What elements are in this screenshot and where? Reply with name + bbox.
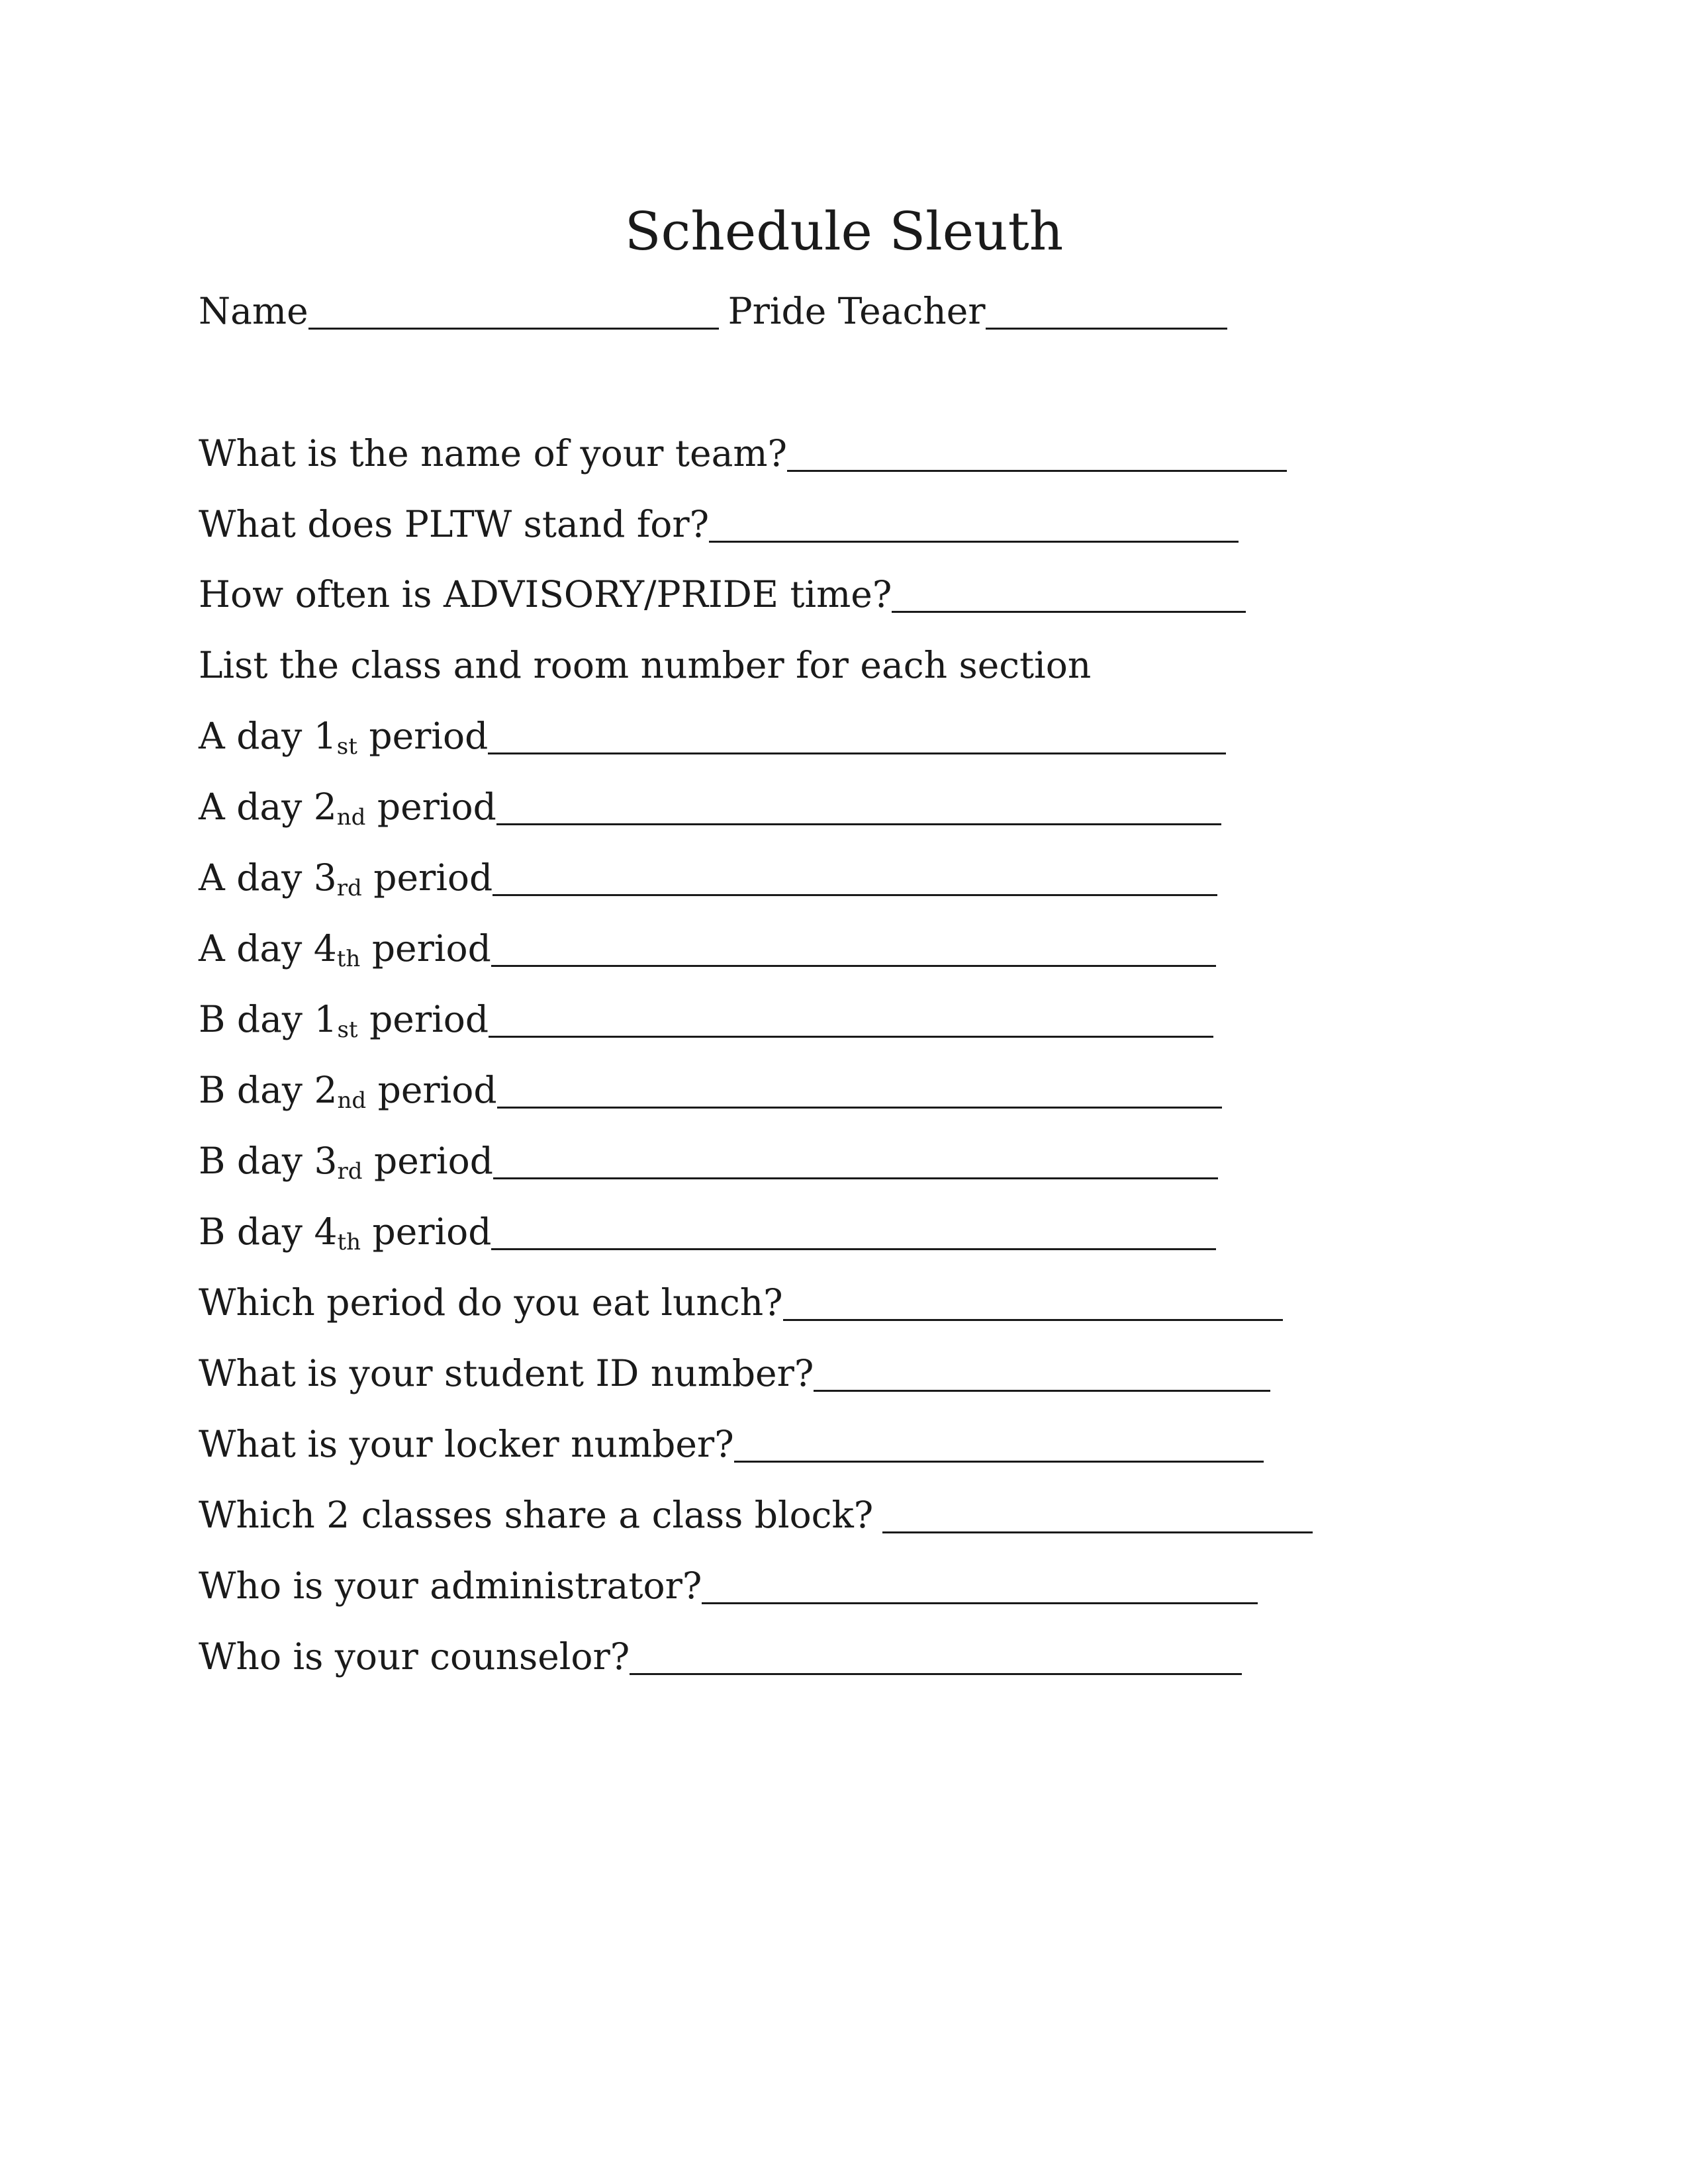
name-label: Name — [199, 290, 308, 332]
student-id-answer-field[interactable] — [814, 1351, 1270, 1392]
period-number: 1 — [313, 715, 337, 757]
period-answer-field[interactable] — [496, 785, 1221, 825]
period-answer-field[interactable] — [489, 997, 1213, 1038]
question-counselor — [199, 1630, 1242, 1683]
pride-teacher-field[interactable] — [986, 289, 1227, 330]
period-day: B day — [199, 1069, 303, 1111]
lunch-answer-field[interactable] — [783, 1281, 1283, 1321]
question-pltw-label: What does PLTW stand for? — [199, 503, 710, 545]
period-row: A day 2 $^{nd}$ period — [199, 780, 1221, 833]
period-word: period — [369, 998, 489, 1040]
page-title: Schedule Sleuth — [624, 201, 1064, 262]
period-number: 2 — [314, 1069, 338, 1111]
list-instruction — [199, 639, 1091, 692]
period-word: period — [377, 1069, 497, 1111]
question-lunch-label: Which period do you eat lunch? — [199, 1281, 783, 1324]
name-field[interactable] — [308, 289, 719, 330]
period-answer-field[interactable] — [492, 856, 1217, 896]
pltw-answer-field[interactable] — [709, 502, 1239, 543]
period-day: B day — [199, 998, 303, 1040]
period-number: 4 — [313, 927, 337, 970]
period-day: A day — [199, 927, 303, 970]
period-number: 2 — [313, 786, 337, 828]
period-word: period — [373, 1140, 493, 1182]
question-class-block-label: Which 2 classes share a class block? — [199, 1494, 874, 1536]
question-team-label: What is the name of your team? — [199, 432, 787, 475]
locker-answer-field[interactable] — [734, 1422, 1264, 1463]
question-administrator-label: Who is your administrator? — [199, 1565, 702, 1607]
period-answer-field[interactable] — [491, 927, 1216, 967]
period-day: B day — [199, 1210, 303, 1253]
period-row: B day 2 $^{nd}$ period — [199, 1064, 1222, 1116]
header-line — [199, 285, 1227, 338]
period-word: period — [371, 927, 491, 970]
period-answer-field[interactable] — [491, 1210, 1216, 1250]
period-number: 1 — [314, 998, 338, 1040]
question-locker-label: What is your locker number? — [199, 1423, 734, 1465]
period-day: A day — [199, 786, 303, 828]
question-administrator — [199, 1559, 1258, 1612]
period-answer-field[interactable] — [493, 1139, 1218, 1179]
period-answer-field[interactable] — [488, 714, 1226, 754]
period-word: period — [373, 856, 493, 899]
period-answer-field[interactable] — [497, 1068, 1222, 1109]
advisory-answer-field[interactable] — [892, 572, 1246, 613]
period-row: A day 4 $^{th}$ period — [199, 922, 1216, 975]
period-row: B day 1 $^{st}$ period — [199, 993, 1213, 1046]
period-day: A day — [199, 856, 303, 899]
question-student-id — [199, 1347, 1270, 1400]
question-student-id-label: What is your student ID number? — [199, 1352, 814, 1394]
pride-teacher-label: Pride Teacher — [727, 290, 986, 332]
period-word: period — [377, 786, 496, 828]
period-row: B day 3 $^{rd}$ period — [199, 1134, 1218, 1187]
list-instruction-text: List the class and room number for each section — [199, 644, 1092, 686]
period-word: period — [372, 1210, 492, 1253]
period-number: 3 — [314, 1140, 338, 1182]
period-row: A day 1 $^{st}$ period — [199, 709, 1226, 762]
question-advisory — [199, 568, 1246, 621]
period-number: 4 — [314, 1210, 338, 1253]
team-answer-field[interactable] — [787, 432, 1287, 472]
period-day: B day — [199, 1140, 303, 1182]
question-counselor-label: Who is your counselor? — [199, 1635, 630, 1678]
question-team — [199, 427, 1287, 480]
administrator-answer-field[interactable] — [702, 1564, 1258, 1604]
class-block-answer-field[interactable] — [882, 1493, 1313, 1533]
question-locker — [199, 1418, 1264, 1471]
period-day: A day — [199, 715, 303, 757]
question-advisory-label: How often is ADVISORY/PRIDE time? — [199, 573, 892, 615]
period-number: 3 — [313, 856, 337, 899]
question-class-block — [199, 1488, 1313, 1541]
period-row: B day 4 $^{th}$ period — [199, 1205, 1216, 1258]
counselor-answer-field[interactable] — [630, 1635, 1242, 1675]
question-pltw — [199, 498, 1239, 551]
period-row: A day 3 $^{rd}$ period — [199, 851, 1217, 904]
question-lunch — [199, 1276, 1283, 1329]
period-word: period — [369, 715, 489, 757]
